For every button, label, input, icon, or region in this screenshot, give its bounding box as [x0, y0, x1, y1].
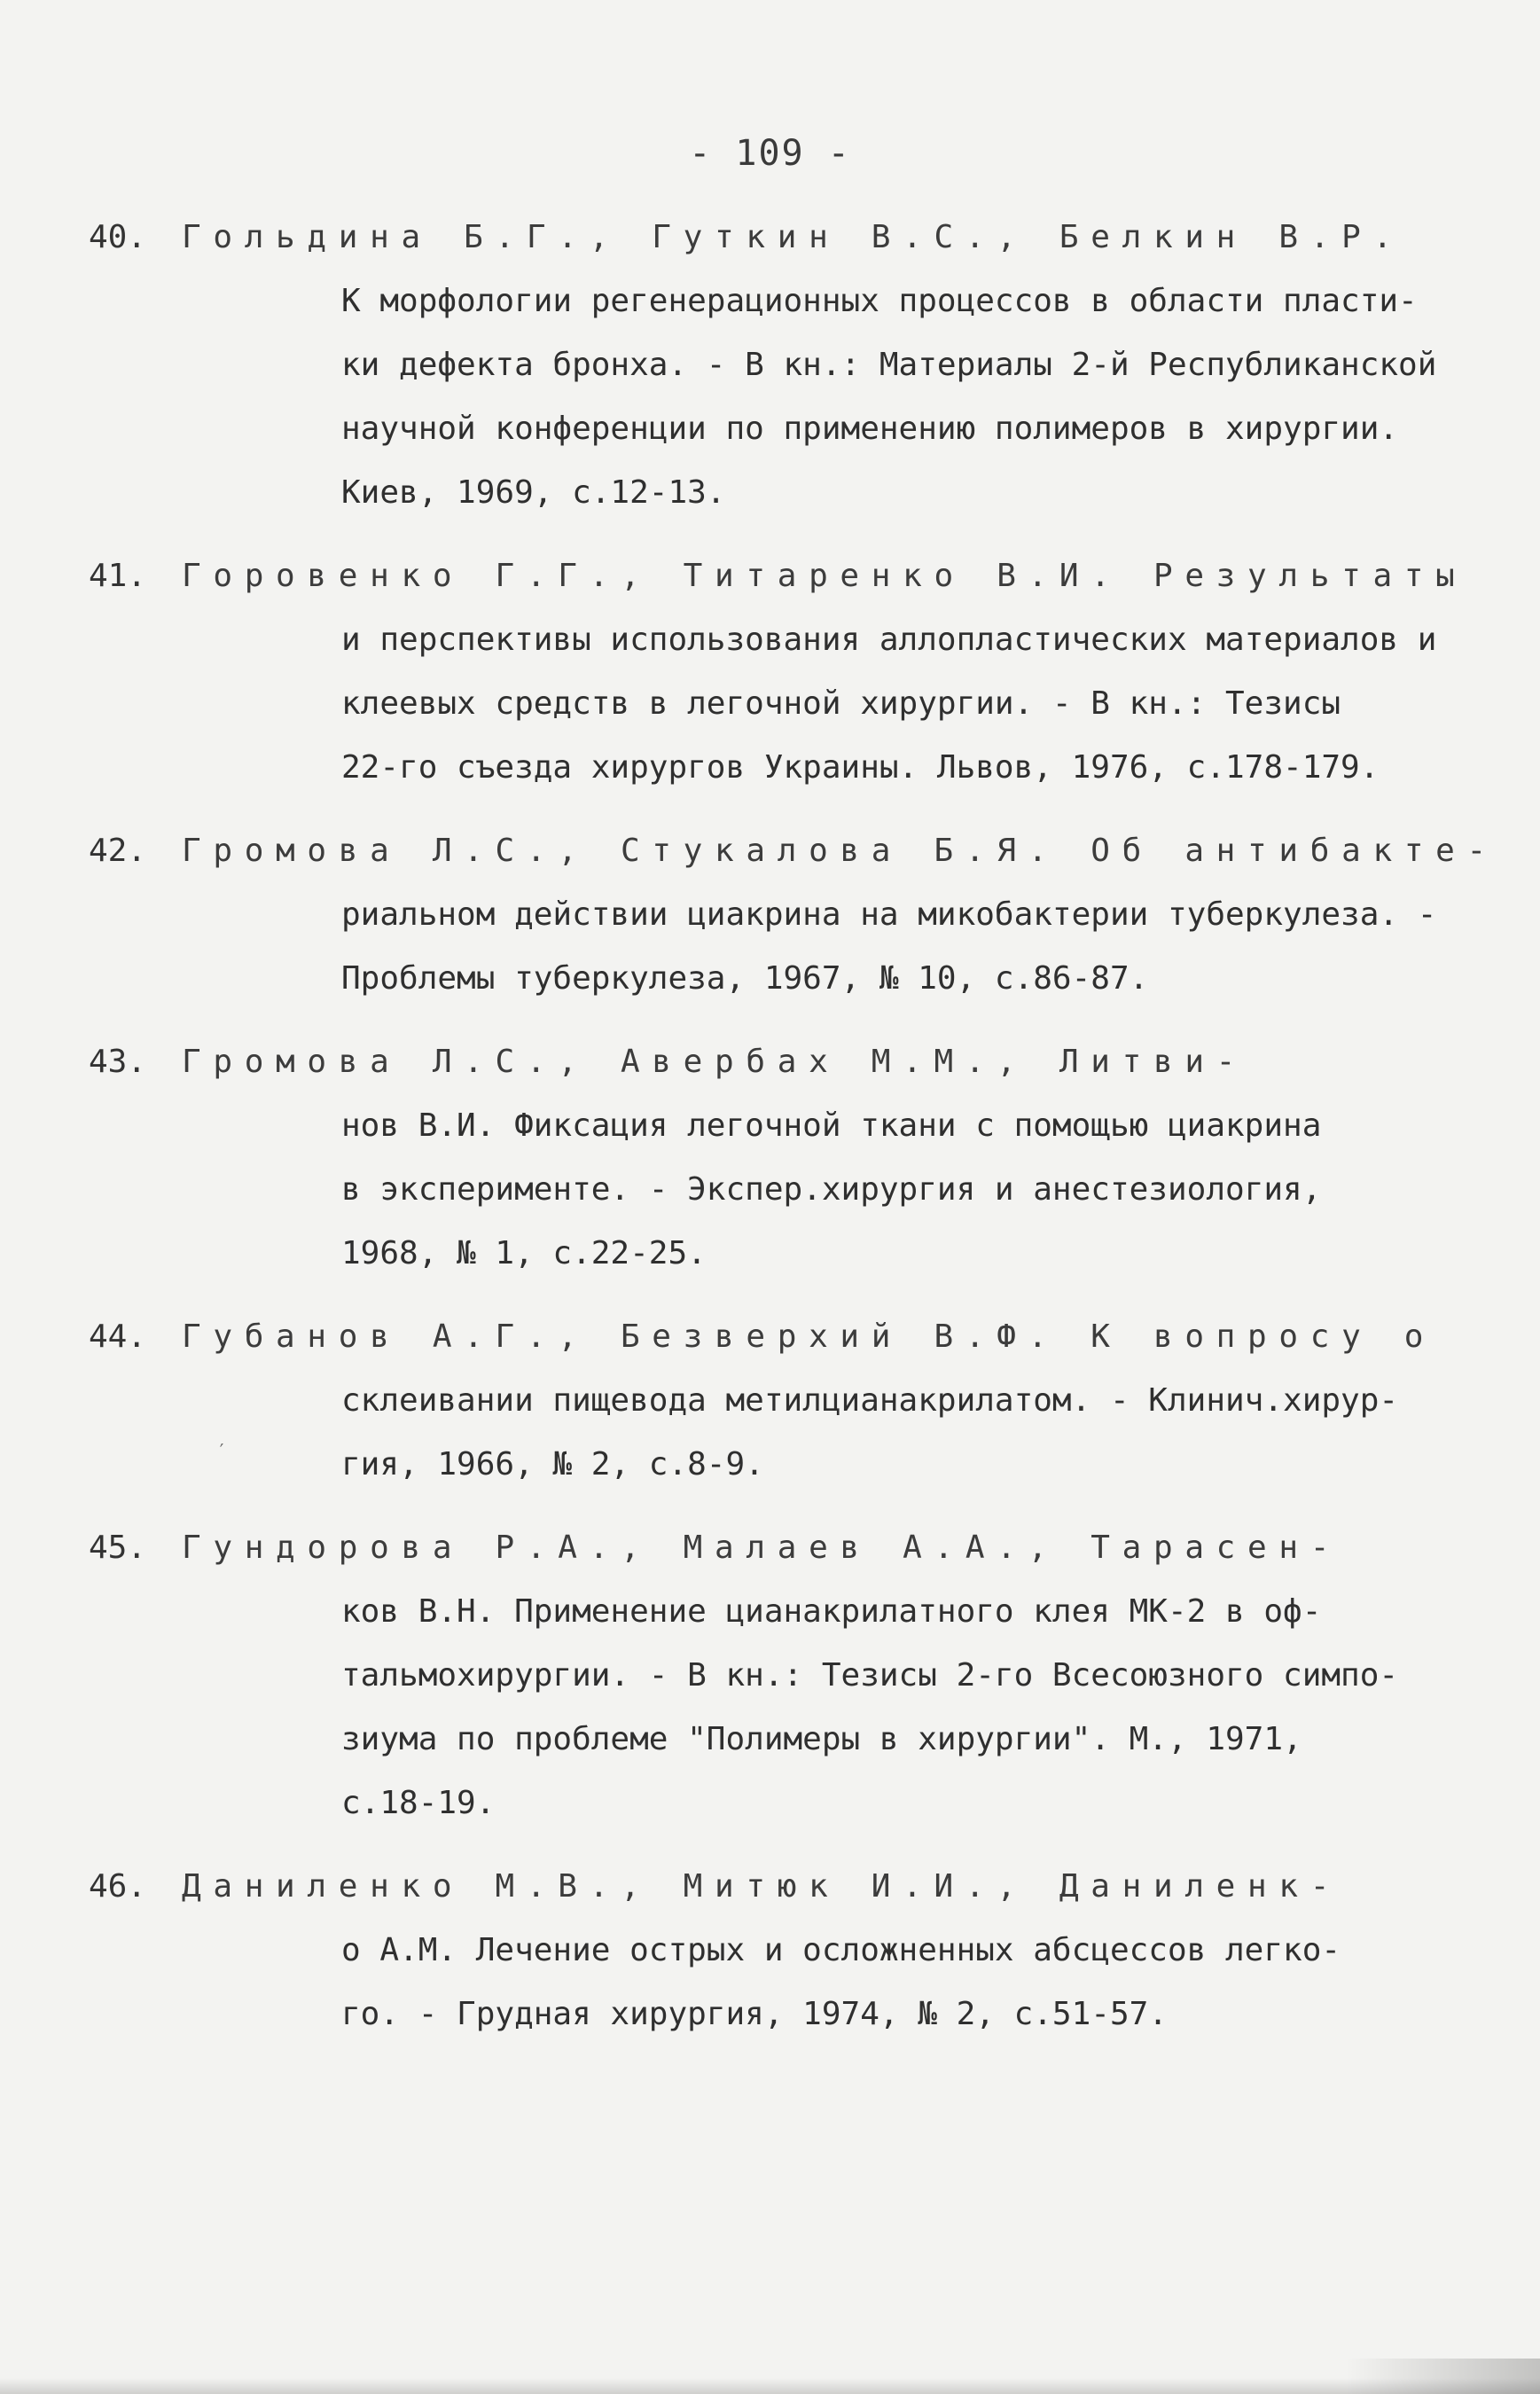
entry-text	[182, 1305, 1472, 1497]
entry-author-line: Даниленко М.В., Митюк И.И., Даниленк-	[182, 1868, 1342, 1905]
entry-line: и перспективы использования аллопластических материалов и	[341, 622, 1437, 658]
entry-author-line: Гольдина Б.Г., Гуткин В.С., Белкин В.Р.	[182, 219, 1404, 255]
bibliography-entry-45	[89, 1516, 1472, 1835]
entry-line: К морфологии регенерационных процессов в области пласти-	[341, 283, 1418, 319]
bibliography-entry-42	[89, 819, 1498, 1011]
entry-number: 40.	[89, 219, 147, 255]
entry-number: 41.	[89, 558, 147, 594]
entry-text	[182, 544, 1472, 800]
entry-line: го. - Грудная хирургия, 1974, № 2, с.51-57.	[341, 1996, 1168, 2032]
entry-text	[182, 206, 1472, 525]
entry-line: клеевых средств в легочной хирургии. - В кн.: Тезисы	[341, 685, 1341, 722]
entry-line: гия, 1966, № 2, с.8-9.	[341, 1446, 764, 1483]
entry-number: 44.	[89, 1318, 147, 1355]
entry-author-line: Горовенко Г.Г., Титаренко В.И. Результаты	[182, 558, 1467, 594]
bibliography-list	[89, 206, 1498, 2066]
entry-line: Проблемы туберкулеза, 1967, № 10, с.86-87.	[341, 960, 1149, 997]
entry-line: ков В.Н. Применение цианакрилатного клея МК-2 в оф-	[341, 1593, 1322, 1630]
entry-number: 42.	[89, 833, 147, 869]
bibliography-entry-41	[89, 544, 1472, 800]
entry-number: 45.	[89, 1530, 147, 1566]
bottom-corner-shadow	[1345, 2359, 1540, 2394]
entry-line: в эксперименте. - Экспер.хирургия и анестезиология,	[341, 1171, 1322, 1208]
entry-line: ки дефекта бронха. - В кн.: Материалы 2-й Республиканской	[341, 347, 1437, 383]
entry-line: 22-го съезда хирургов Украины. Львов, 1976, с.178-179.	[341, 749, 1380, 786]
page-number: - 109 -	[689, 133, 851, 174]
entry-line: 1968, № 1, с.22-25.	[341, 1235, 707, 1271]
entry-text	[182, 1516, 1472, 1835]
entry-line: тальмохирургии. - В кн.: Тезисы 2-го Всесоюзного симпо-	[341, 1657, 1399, 1694]
entry-number: 43.	[89, 1044, 147, 1080]
entry-line: зиума по проблеме "Полимеры в хирургии". М., 1971,	[341, 1721, 1302, 1757]
entry-author-line: Громова Л.С., Стукалова Б.Я. Об антибакте-	[182, 833, 1498, 869]
entry-line: риальном действии циакрина на микобактерии туберкулеза. -	[341, 896, 1437, 933]
bottom-page-shadow	[0, 2378, 1540, 2394]
entry-author-line: Громова Л.С., Авербах М.М., Литви-	[182, 1044, 1248, 1080]
margin-mark: ′	[216, 1440, 228, 1461]
entry-author-line: Губанов А.Г., Безверхий В.Ф. К вопросу о	[182, 1318, 1436, 1355]
entry-line: с.18-19.	[341, 1785, 496, 1821]
entry-text	[182, 1030, 1472, 1286]
entry-line: Киев, 1969, с.12-13.	[341, 474, 726, 511]
entry-author-line: Гундорова Р.А., Малаев А.А., Тарасен-	[182, 1530, 1342, 1566]
entry-number: 46.	[89, 1868, 147, 1905]
bibliography-entry-43	[89, 1030, 1472, 1286]
bibliography-entry-46	[89, 1855, 1472, 2046]
entry-line: научной конференции по применению полимеров в хирургии.	[341, 411, 1399, 447]
entry-text	[182, 1855, 1472, 2046]
bibliography-entry-40	[89, 206, 1472, 525]
entry-line: о А.М. Лечение острых и осложненных абсцессов легко-	[341, 1932, 1341, 1968]
entry-line: нов В.И. Фиксация легочной ткани с помощью циакрина	[341, 1107, 1322, 1144]
bibliography-entry-44	[89, 1305, 1472, 1497]
entry-text	[182, 819, 1498, 1011]
entry-line: склеивании пищевода метилцианакрилатом. - Клинич.хирур-	[341, 1382, 1399, 1419]
